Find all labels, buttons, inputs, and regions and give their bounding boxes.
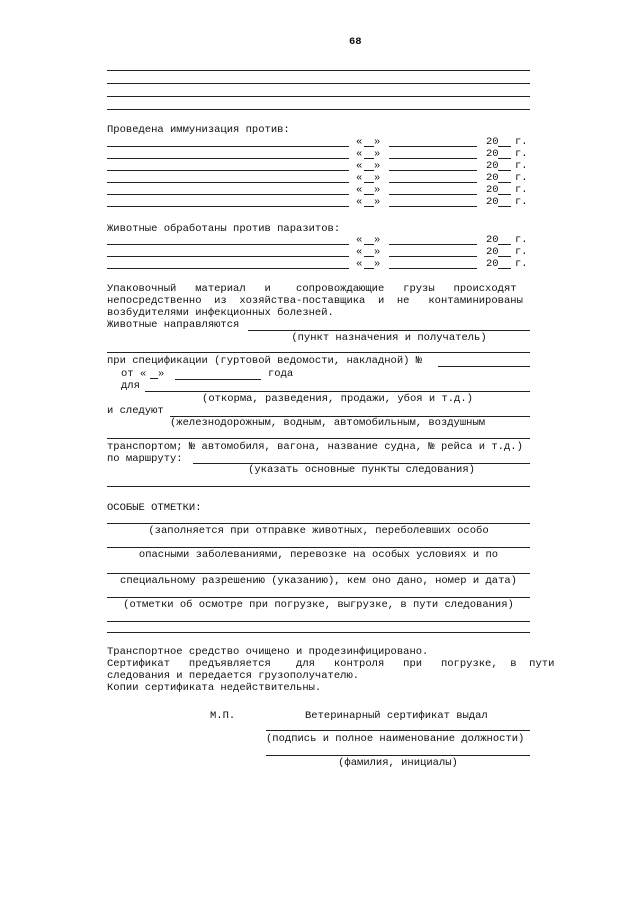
- year-suffix: г.: [515, 136, 528, 148]
- special-notes-caption: (заполняется при отправке животных, переболевших особо: [148, 525, 489, 537]
- year-field[interactable]: [498, 146, 511, 147]
- disease-field[interactable]: [107, 268, 349, 269]
- disease-field[interactable]: [107, 170, 349, 171]
- day-field[interactable]: [364, 146, 374, 147]
- blank-line[interactable]: [107, 621, 530, 622]
- purpose-field[interactable]: [145, 391, 530, 392]
- quote-close: »: [374, 258, 381, 270]
- year-prefix: 20: [486, 160, 499, 172]
- quote-close: »: [374, 246, 381, 258]
- disease-field[interactable]: [107, 244, 349, 245]
- month-field[interactable]: [389, 182, 477, 183]
- parasites-label: Животные обработаны против паразитов:: [107, 223, 341, 235]
- name-field[interactable]: [266, 755, 530, 756]
- quote-close: »: [374, 184, 381, 196]
- quote-close: »: [374, 172, 381, 184]
- special-notes-caption: (отметки об осмотре при погрузке, выгрузке, в пути следования): [123, 599, 514, 611]
- day-field[interactable]: [364, 206, 374, 207]
- month-field[interactable]: [389, 146, 477, 147]
- year-suffix: г.: [515, 160, 528, 172]
- purpose-caption: (откорма, разведения, продажи, убоя и т.д.): [202, 393, 473, 405]
- quote-open: «: [356, 172, 363, 184]
- disease-field[interactable]: [107, 256, 349, 257]
- year-field[interactable]: [498, 256, 511, 257]
- quote-open: «: [356, 196, 363, 208]
- day-field[interactable]: [364, 182, 374, 183]
- specification-label: при спецификации (гуртовой ведомости, накладной) №: [107, 355, 423, 367]
- disease-field[interactable]: [107, 182, 349, 183]
- signature-caption: (подпись и полное наименование должности): [266, 733, 525, 745]
- closing-line: следования и передается грузополучателю.: [107, 670, 360, 682]
- month-field[interactable]: [389, 268, 477, 269]
- blank-line[interactable]: [107, 438, 530, 439]
- name-caption: (фамилия, инициалы): [338, 757, 458, 769]
- day-field[interactable]: [364, 170, 374, 171]
- day-field[interactable]: [364, 194, 374, 195]
- route-caption: (указать основные пункты следования): [248, 464, 475, 476]
- blank-line[interactable]: [107, 486, 530, 487]
- disease-field[interactable]: [107, 206, 349, 207]
- special-notes-caption: специальному разрешению (указанию), кем оно дано, номер и дата): [120, 575, 517, 587]
- quote-close: »: [374, 148, 381, 160]
- year-prefix: 20: [486, 246, 499, 258]
- month-field[interactable]: [389, 206, 477, 207]
- packaging-line: Упаковочный материал и сопровождающие грузы происходят: [107, 283, 517, 295]
- year-prefix: 20: [486, 234, 499, 246]
- month-field[interactable]: [389, 170, 477, 171]
- issued-by-label: Ветеринарный сертификат выдал: [305, 710, 488, 722]
- closing-line: Сертификат предъявляется для контроля при погрузке, в пути: [107, 658, 555, 670]
- quote-open: «: [356, 160, 363, 172]
- blank-line[interactable]: [107, 523, 530, 524]
- year-suffix: г.: [515, 184, 528, 196]
- immunization-label: Проведена иммунизация против:: [107, 124, 290, 136]
- year-label: года: [268, 368, 294, 380]
- year-suffix: г.: [515, 258, 528, 270]
- year-suffix: г.: [515, 234, 528, 246]
- blank-line[interactable]: [107, 632, 530, 633]
- route-label: по маршруту:: [107, 453, 183, 465]
- month-field[interactable]: [389, 244, 477, 245]
- closing-line: Транспортное средство очищено и продезинфицировано.: [107, 646, 429, 658]
- disease-field[interactable]: [107, 146, 349, 147]
- year-prefix: 20: [486, 196, 499, 208]
- packaging-line: возбудителями инфекционных болезней.: [107, 307, 334, 319]
- signature-field[interactable]: [266, 730, 530, 731]
- year-prefix: 20: [486, 172, 499, 184]
- quote-close: »: [374, 136, 381, 148]
- transport-caption: транспортом; № автомобиля, вагона, название судна, № рейса и т.д.): [107, 441, 523, 453]
- year-field[interactable]: [498, 170, 511, 171]
- year-suffix: г.: [515, 246, 528, 258]
- day-field[interactable]: [150, 378, 158, 379]
- disease-field[interactable]: [107, 194, 349, 195]
- year-prefix: 20: [486, 184, 499, 196]
- quote-open: «: [356, 258, 363, 270]
- disease-field[interactable]: [107, 158, 349, 159]
- blank-line[interactable]: [107, 83, 530, 84]
- year-suffix: г.: [515, 172, 528, 184]
- year-prefix: 20: [486, 258, 499, 270]
- quote-open: «: [356, 234, 363, 246]
- special-notes-caption: опасными заболеваниями, перевозке на особых условиях и по: [138, 549, 499, 561]
- blank-line[interactable]: [107, 352, 530, 353]
- blank-line[interactable]: [107, 573, 530, 574]
- month-field[interactable]: [389, 194, 477, 195]
- packaging-line: непосредственно из хозяйства-поставщика и не контаминированы: [107, 295, 523, 307]
- year-field[interactable]: [498, 244, 511, 245]
- day-field[interactable]: [364, 158, 374, 159]
- year-field[interactable]: [498, 182, 511, 183]
- year-suffix: г.: [515, 148, 528, 160]
- page-number: 68: [349, 36, 362, 48]
- quote-open: «: [356, 184, 363, 196]
- for-label: для: [121, 380, 140, 392]
- quote-open: «: [356, 136, 363, 148]
- month-field[interactable]: [389, 256, 477, 257]
- blank-line[interactable]: [107, 547, 530, 548]
- day-field[interactable]: [364, 268, 374, 269]
- destination-field[interactable]: [248, 330, 530, 331]
- quote-close: »: [374, 196, 381, 208]
- blank-line[interactable]: [107, 109, 530, 110]
- year-field[interactable]: [498, 194, 511, 195]
- closing-line: Копии сертификата недействительны.: [107, 682, 322, 694]
- special-notes-label: ОСОБЫЕ ОТМЕТКИ:: [107, 502, 202, 514]
- year-prefix: 20: [486, 148, 499, 160]
- quote-open: «: [356, 148, 363, 160]
- year-field[interactable]: [498, 268, 511, 269]
- destination-label: Животные направляются: [107, 319, 240, 331]
- quote-close: »: [374, 234, 381, 246]
- transport-caption: (железнодорожным, водным, автомобильным, воздушным: [170, 417, 486, 429]
- day-field[interactable]: [364, 256, 374, 257]
- follow-label: и следуют: [107, 405, 164, 417]
- blank-line[interactable]: [107, 597, 530, 598]
- specification-number-field[interactable]: [438, 366, 530, 367]
- blank-line[interactable]: [107, 70, 530, 71]
- month-field[interactable]: [389, 158, 477, 159]
- year-field[interactable]: [498, 158, 511, 159]
- year-suffix: г.: [515, 196, 528, 208]
- year-field[interactable]: [498, 206, 511, 207]
- destination-caption: (пункт назначения и получатель): [291, 332, 487, 344]
- month-field[interactable]: [175, 379, 261, 380]
- quote-close: »: [374, 160, 381, 172]
- stamp-label: М.П.: [210, 710, 236, 722]
- from-date-label: от «: [121, 368, 147, 380]
- from-date-close: »: [158, 368, 165, 380]
- day-field[interactable]: [364, 244, 374, 245]
- blank-line[interactable]: [107, 96, 530, 97]
- year-prefix: 20: [486, 136, 499, 148]
- quote-open: «: [356, 246, 363, 258]
